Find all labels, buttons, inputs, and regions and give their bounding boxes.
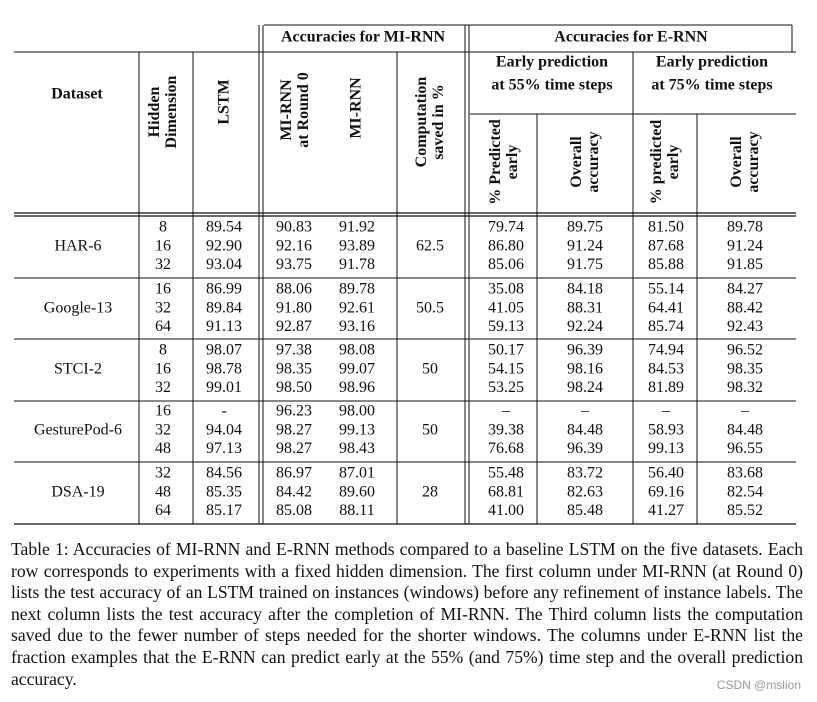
accuracy-value: 91.80: [276, 299, 312, 317]
accuracy-value: 94.04: [206, 421, 242, 439]
accuracy-value: 98.00: [339, 402, 375, 420]
accuracy-value: 83.68: [727, 464, 763, 482]
accuracy-value: 82.54: [727, 483, 763, 501]
accuracy-value: 92.24: [567, 318, 603, 336]
accuracy-value: 87.68: [648, 237, 684, 255]
accuracy-value: 76.68: [488, 440, 524, 458]
hidden-dimension-value: 16: [155, 402, 171, 420]
accuracy-value: 86.99: [206, 280, 242, 298]
accuracy-value: –: [581, 402, 589, 420]
accuracy-value: 84.48: [567, 421, 603, 439]
accuracy-value: 56.40: [648, 464, 684, 482]
accuracy-value: 87.01: [339, 464, 375, 482]
accuracy-value: 83.72: [567, 464, 603, 482]
accuracy-value: 50.17: [488, 341, 524, 359]
watermark: CSDN @mslion: [716, 678, 801, 692]
accuracy-value: 53.25: [488, 379, 524, 397]
header-overall-accuracy-75: accuracy: [745, 131, 763, 193]
accuracy-value: 85.08: [276, 502, 312, 520]
computation-saved-value: 50: [422, 360, 438, 378]
accuracy-value: 98.50: [276, 379, 312, 397]
accuracy-value: 86.97: [276, 464, 312, 482]
accuracy-value: 99.13: [339, 421, 375, 439]
accuracy-value: -: [221, 402, 227, 420]
dataset-name: STCI-2: [54, 360, 102, 378]
accuracy-value: 92.43: [727, 318, 763, 336]
accuracy-value: 98.16: [567, 360, 603, 378]
header-early55: Early prediction: [495, 53, 609, 71]
hidden-dimension-value: 48: [155, 483, 171, 501]
accuracy-value: 97.38: [276, 341, 312, 359]
hidden-dimension-value: 16: [155, 360, 171, 378]
accuracy-value: 98.24: [567, 379, 603, 397]
accuracy-value: 81.89: [648, 379, 684, 397]
header-pct-predicted-early-55: % Predicted: [487, 119, 505, 205]
accuracy-value: 81.50: [648, 218, 684, 236]
accuracy-value: 59.13: [488, 318, 524, 336]
accuracy-value: 96.52: [727, 341, 763, 359]
header-dataset: Dataset: [51, 85, 103, 103]
accuracy-value: 55.48: [488, 464, 524, 482]
accuracy-value: 88.31: [567, 299, 603, 317]
accuracy-value: 86.80: [488, 237, 524, 255]
header-mirnn-round0: at Round 0: [295, 72, 313, 148]
accuracy-value: 88.06: [276, 280, 312, 298]
header-early75: at 75% time steps: [651, 76, 773, 94]
accuracy-value: 98.78: [206, 360, 242, 378]
accuracy-value: 84.42: [276, 483, 312, 501]
accuracy-value: 92.90: [206, 237, 242, 255]
accuracy-value: 98.32: [727, 379, 763, 397]
accuracy-value: 41.27: [648, 502, 684, 520]
dataset-name: Google-13: [43, 299, 113, 317]
accuracy-value: 98.35: [276, 360, 312, 378]
accuracy-value: 84.18: [567, 280, 603, 298]
header-hidden-dimension: Hidden: [146, 86, 164, 138]
accuracy-value: 91.13: [206, 318, 242, 336]
accuracy-value: 93.89: [339, 237, 375, 255]
hidden-dimension-value: 32: [155, 256, 171, 274]
hidden-dimension-value: 8: [159, 341, 167, 359]
accuracy-value: 54.15: [488, 360, 524, 378]
hidden-dimension-value: 64: [155, 502, 171, 520]
accuracy-value: 88.42: [727, 299, 763, 317]
accuracy-value: 41.00: [488, 502, 524, 520]
accuracy-value: 92.87: [276, 318, 312, 336]
dataset-name: HAR-6: [54, 237, 102, 255]
accuracy-value: –: [502, 402, 510, 420]
dataset-name: DSA-19: [51, 483, 105, 501]
hidden-dimension-value: 48: [155, 440, 171, 458]
accuracy-value: 96.55: [727, 440, 763, 458]
accuracy-value: 98.35: [727, 360, 763, 378]
group-header-mirnn: Accuracies for MI-RNN: [280, 28, 446, 46]
accuracy-value: 96.39: [567, 440, 603, 458]
accuracy-value: 91.24: [567, 237, 603, 255]
accuracy-value: 79.74: [488, 218, 524, 236]
accuracy-value: 84.53: [648, 360, 684, 378]
table-caption: Table 1: Accuracies of MI-RNN and E-RNN methods compared to a baseline LSTM on the five datasets. Each row corresponds to experiments with a fixed hidden dimension. The first column under MI-RNN (at Round 0) lists the test accuracy of an LSTM trained on instances (windows) before any refinement of instance labels. The next column lists the test accuracy after the completion of MI-RNN. The Third column lists the computation saved due to the fewer number of steps needed for the shorter windows. The columns under E-RNN list the fraction examples that the E-RNN can predict early at the 55% (and 75%) time step and the overall prediction accuracy.: [11, 539, 803, 689]
accuracy-value: 98.96: [339, 379, 375, 397]
header-overall-accuracy-55: Overall: [568, 136, 586, 188]
hidden-dimension-value: 8: [159, 218, 167, 236]
accuracy-value: 85.17: [206, 502, 242, 520]
accuracy-value: 98.07: [206, 341, 242, 359]
accuracy-value: 88.11: [339, 502, 375, 520]
accuracy-value: 91.24: [727, 237, 763, 255]
computation-saved-value: 62.5: [416, 237, 444, 255]
header-computation-saved: saved in %: [430, 84, 448, 160]
accuracy-value: 98.27: [276, 421, 312, 439]
header-pct-predicted-early-75: % predicted: [648, 119, 666, 205]
accuracy-value: 91.92: [339, 218, 375, 236]
accuracy-value: 84.48: [727, 421, 763, 439]
accuracy-value: 89.84: [206, 299, 242, 317]
accuracy-value: 85.74: [648, 318, 684, 336]
accuracy-value: 97.13: [206, 440, 242, 458]
hidden-dimension-value: 32: [155, 464, 171, 482]
accuracy-value: 91.85: [727, 256, 763, 274]
accuracy-value: 98.08: [339, 341, 375, 359]
accuracy-value: 39.38: [488, 421, 524, 439]
accuracy-value: –: [662, 402, 670, 420]
accuracy-value: 89.60: [339, 483, 375, 501]
hidden-dimension-value: 16: [155, 280, 171, 298]
header-pct-predicted-early-55: early: [504, 144, 522, 180]
accuracy-value: 55.14: [648, 280, 684, 298]
accuracy-value: 41.05: [488, 299, 524, 317]
accuracy-value: 96.23: [276, 402, 312, 420]
accuracy-value: 93.04: [206, 256, 242, 274]
hidden-dimension-value: 32: [155, 379, 171, 397]
hidden-dimension-value: 16: [155, 237, 171, 255]
hidden-dimension-value: 32: [155, 299, 171, 317]
accuracy-value: 84.56: [206, 464, 242, 482]
accuracy-value: 99.13: [648, 440, 684, 458]
hidden-dimension-value: 32: [155, 421, 171, 439]
accuracy-value: 90.83: [276, 218, 312, 236]
accuracy-value: 85.06: [488, 256, 524, 274]
accuracy-value: 99.07: [339, 360, 375, 378]
accuracy-value: 84.27: [727, 280, 763, 298]
accuracy-value: 89.54: [206, 218, 242, 236]
header-early55: at 55% time steps: [491, 76, 613, 94]
header-computation-saved: Computation: [413, 76, 431, 168]
computation-saved-value: 50: [422, 421, 438, 439]
hidden-dimension-value: 64: [155, 318, 171, 336]
accuracy-value: 92.61: [339, 299, 375, 317]
accuracy-value: 89.75: [567, 218, 603, 236]
header-overall-accuracy-55: accuracy: [585, 131, 603, 193]
accuracy-value: 93.75: [276, 256, 312, 274]
accuracy-value: 68.81: [488, 483, 524, 501]
accuracy-value: 85.52: [727, 502, 763, 520]
accuracy-value: 58.93: [648, 421, 684, 439]
accuracy-value: 98.27: [276, 440, 312, 458]
accuracy-value: –: [741, 402, 749, 420]
table-body: [34, 219, 763, 519]
header-mirnn-round0: MI-RNN: [278, 79, 296, 141]
header-pct-predicted-early-75: early: [665, 144, 683, 180]
accuracy-value: 69.16: [648, 483, 684, 501]
accuracy-value: 74.94: [648, 341, 684, 359]
accuracy-value: 89.78: [339, 280, 375, 298]
header-lstm: LSTM: [215, 79, 233, 125]
accuracy-value: 85.88: [648, 256, 684, 274]
accuracy-value: 85.48: [567, 502, 603, 520]
accuracy-value: 64.41: [648, 299, 684, 317]
accuracy-value: 89.78: [727, 218, 763, 236]
table-header: [51, 29, 772, 205]
accuracy-value: 91.78: [339, 256, 375, 274]
header-hidden-dimension: Dimension: [163, 75, 181, 149]
header-mirnn: MI-RNN: [347, 77, 365, 139]
accuracy-value: 98.43: [339, 440, 375, 458]
accuracy-value: 93.16: [339, 318, 375, 336]
accuracy-value: 99.01: [206, 379, 242, 397]
accuracy-value: 85.35: [206, 483, 242, 501]
accuracy-value: 91.75: [567, 256, 603, 274]
accuracy-value: 92.16: [276, 237, 312, 255]
group-header-ernn: Accuracies for E-RNN: [554, 28, 708, 46]
accuracy-value: 35.08: [488, 280, 524, 298]
accuracy-value: 82.63: [567, 483, 603, 501]
computation-saved-value: 28: [422, 483, 438, 501]
header-early75: Early prediction: [655, 53, 769, 71]
accuracy-value: 96.39: [567, 341, 603, 359]
dataset-name: GesturePod-6: [34, 421, 122, 439]
computation-saved-value: 50.5: [416, 299, 444, 317]
header-overall-accuracy-75: Overall: [728, 136, 746, 188]
